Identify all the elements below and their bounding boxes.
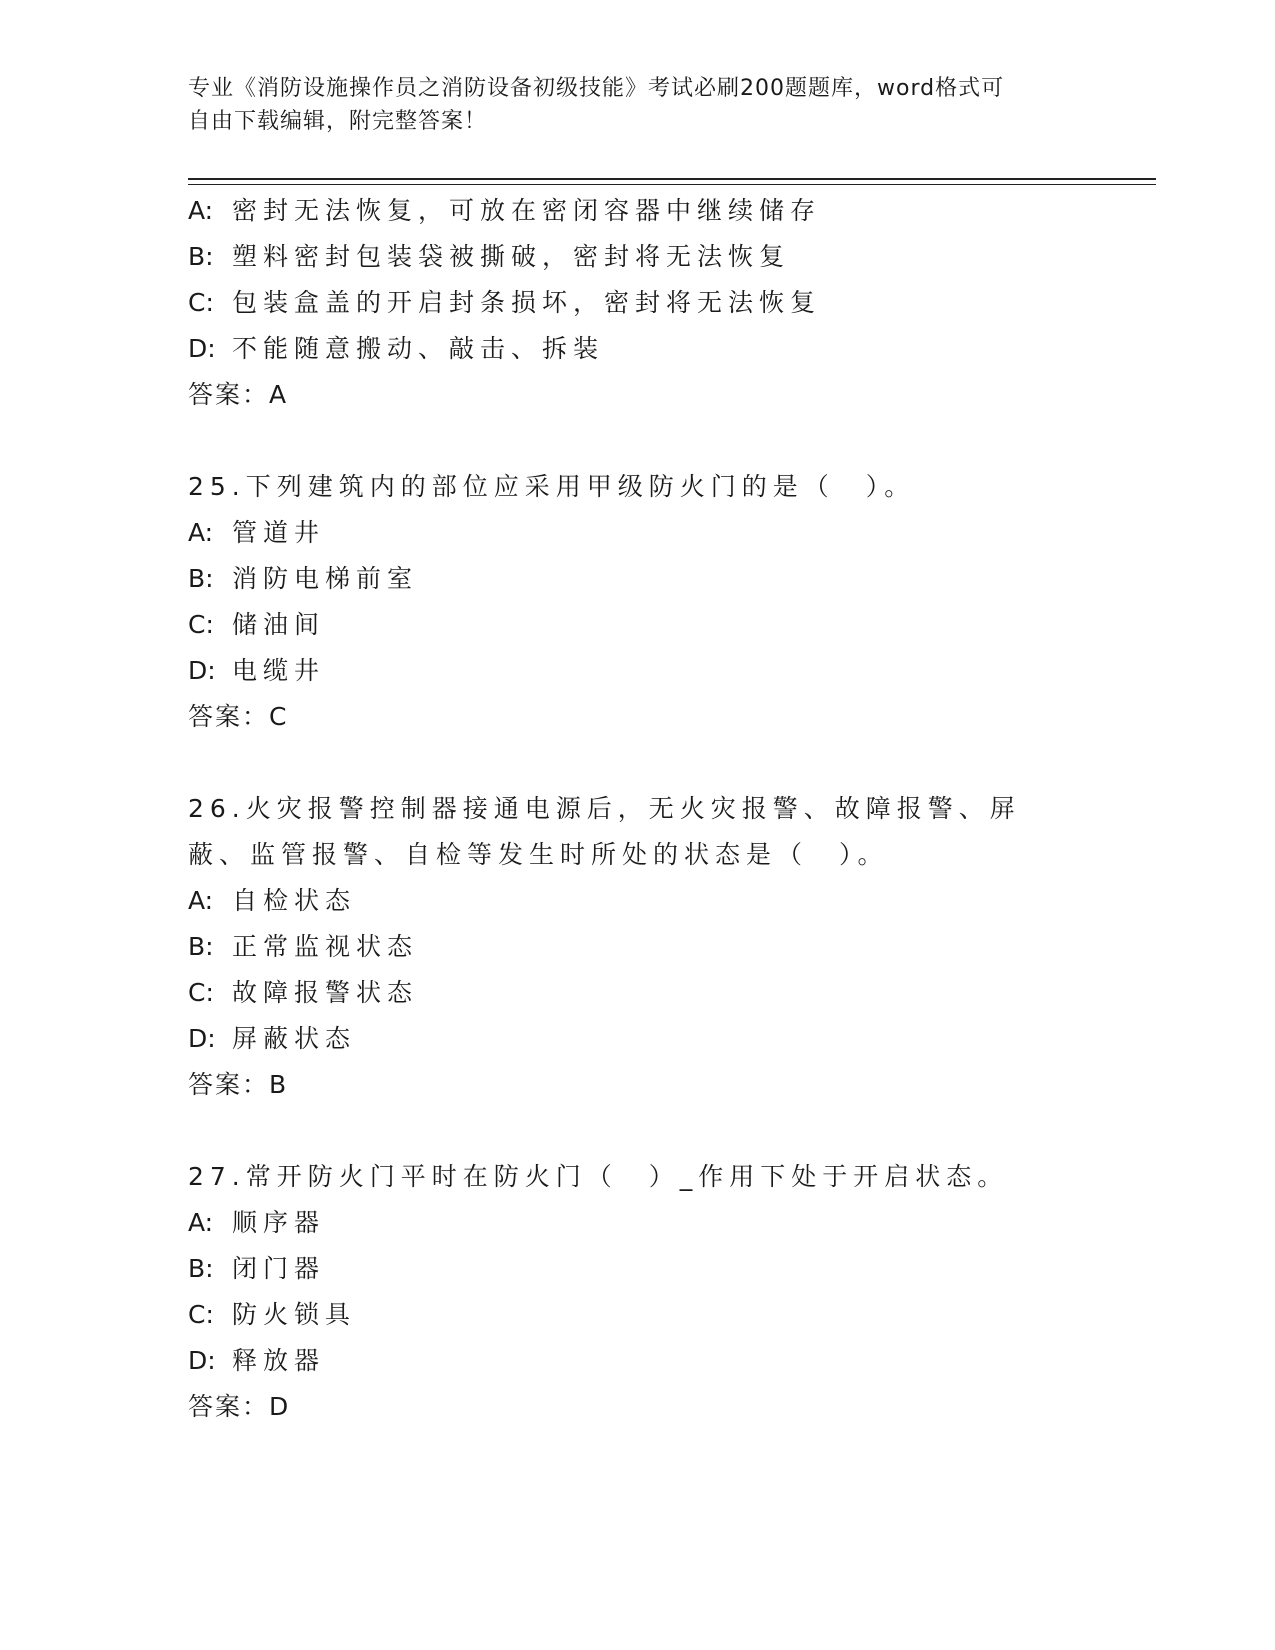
option-text: 密封无法恢复，可放在密闭容器中继续储存 bbox=[232, 196, 822, 225]
question-25 bbox=[188, 464, 1156, 740]
answer-value: B bbox=[269, 1070, 289, 1099]
option-label: B: bbox=[188, 564, 214, 593]
option-label: A: bbox=[188, 1208, 214, 1237]
answer-line bbox=[188, 1384, 1156, 1430]
option-d bbox=[188, 326, 1156, 372]
question-list bbox=[188, 188, 1156, 1430]
option-label: C: bbox=[188, 978, 214, 1007]
option-c bbox=[188, 1292, 1156, 1338]
question-27 bbox=[188, 1154, 1156, 1430]
option-label: A: bbox=[188, 518, 214, 547]
option-a bbox=[188, 188, 1156, 234]
option-d bbox=[188, 648, 1156, 694]
option-a bbox=[188, 510, 1156, 556]
question-26 bbox=[188, 786, 1156, 1108]
question-24-continued bbox=[188, 188, 1156, 418]
option-label: D: bbox=[188, 334, 216, 363]
option-text: 不能随意搬动、敲击、拆装 bbox=[232, 334, 605, 363]
header-line-1: 专业《消防设施操作员之消防设备初级技能》考试必刷200题题库，word格式可 bbox=[188, 76, 1005, 101]
answer-value: C bbox=[269, 702, 289, 731]
option-b bbox=[188, 556, 1156, 602]
answer-line bbox=[188, 1062, 1156, 1108]
answer-label: 答案： bbox=[188, 380, 270, 409]
option-label: B: bbox=[188, 242, 214, 271]
answer-line bbox=[188, 694, 1156, 740]
option-label: A: bbox=[188, 886, 214, 915]
spacer bbox=[188, 1108, 1156, 1154]
answer-label: 答案： bbox=[188, 1392, 270, 1421]
answer-value: D bbox=[269, 1392, 291, 1421]
option-b bbox=[188, 924, 1156, 970]
answer-label: 答案： bbox=[188, 1070, 270, 1099]
option-a bbox=[188, 1200, 1156, 1246]
option-label: B: bbox=[188, 932, 214, 961]
question-stem: 27.常开防火门平时在防火门（ ）_作用下处于开启状态。 bbox=[188, 1162, 1009, 1191]
header-line-2: 自由下载编辑，附完整答案！ bbox=[188, 109, 488, 134]
spacer bbox=[188, 740, 1156, 786]
option-label: C: bbox=[188, 288, 214, 317]
option-text: 正常监视状态 bbox=[232, 932, 419, 961]
option-label: C: bbox=[188, 1300, 214, 1329]
option-text: 释放器 bbox=[232, 1346, 326, 1375]
question-stem: 25.下列建筑内的部位应采用甲级防火门的是（ ）。 bbox=[188, 472, 916, 501]
option-text: 防火锁具 bbox=[232, 1300, 357, 1329]
option-text: 闭门器 bbox=[232, 1254, 326, 1283]
answer-value: A bbox=[269, 380, 289, 409]
option-text: 屏蔽状态 bbox=[232, 1024, 357, 1053]
option-label: D: bbox=[188, 1346, 216, 1375]
option-d bbox=[188, 1338, 1156, 1384]
option-label: D: bbox=[188, 1024, 216, 1053]
option-d bbox=[188, 1016, 1156, 1062]
option-b bbox=[188, 234, 1156, 280]
answer-label: 答案： bbox=[188, 702, 270, 731]
option-text: 包装盒盖的开启封条损坏，密封将无法恢复 bbox=[232, 288, 822, 317]
answer-line bbox=[188, 372, 1156, 418]
option-text: 消防电梯前室 bbox=[232, 564, 419, 593]
option-text: 自检状态 bbox=[232, 886, 357, 915]
option-c bbox=[188, 970, 1156, 1016]
document-header bbox=[188, 72, 1088, 138]
option-text: 塑料密封包装袋被撕破，密封将无法恢复 bbox=[232, 242, 791, 271]
option-c bbox=[188, 602, 1156, 648]
option-text: 顺序器 bbox=[232, 1208, 326, 1237]
header-divider-thick bbox=[188, 178, 1156, 180]
header-divider-thin bbox=[188, 184, 1156, 185]
option-label: C: bbox=[188, 610, 214, 639]
option-c bbox=[188, 280, 1156, 326]
option-text: 管道井 bbox=[232, 518, 326, 547]
option-label: B: bbox=[188, 1254, 214, 1283]
option-label: D: bbox=[188, 656, 216, 685]
option-text: 电缆井 bbox=[232, 656, 326, 685]
option-text: 故障报警状态 bbox=[232, 978, 419, 1007]
spacer bbox=[188, 418, 1156, 464]
option-text: 储油间 bbox=[232, 610, 326, 639]
option-a bbox=[188, 878, 1156, 924]
option-b bbox=[188, 1246, 1156, 1292]
question-stem: 26.火灾报警控制器接通电源后，无火灾报警、故障报警、屏蔽、监管报警、自检等发生时所处的状态是（ ）。 bbox=[188, 794, 1021, 869]
option-label: A: bbox=[188, 196, 214, 225]
